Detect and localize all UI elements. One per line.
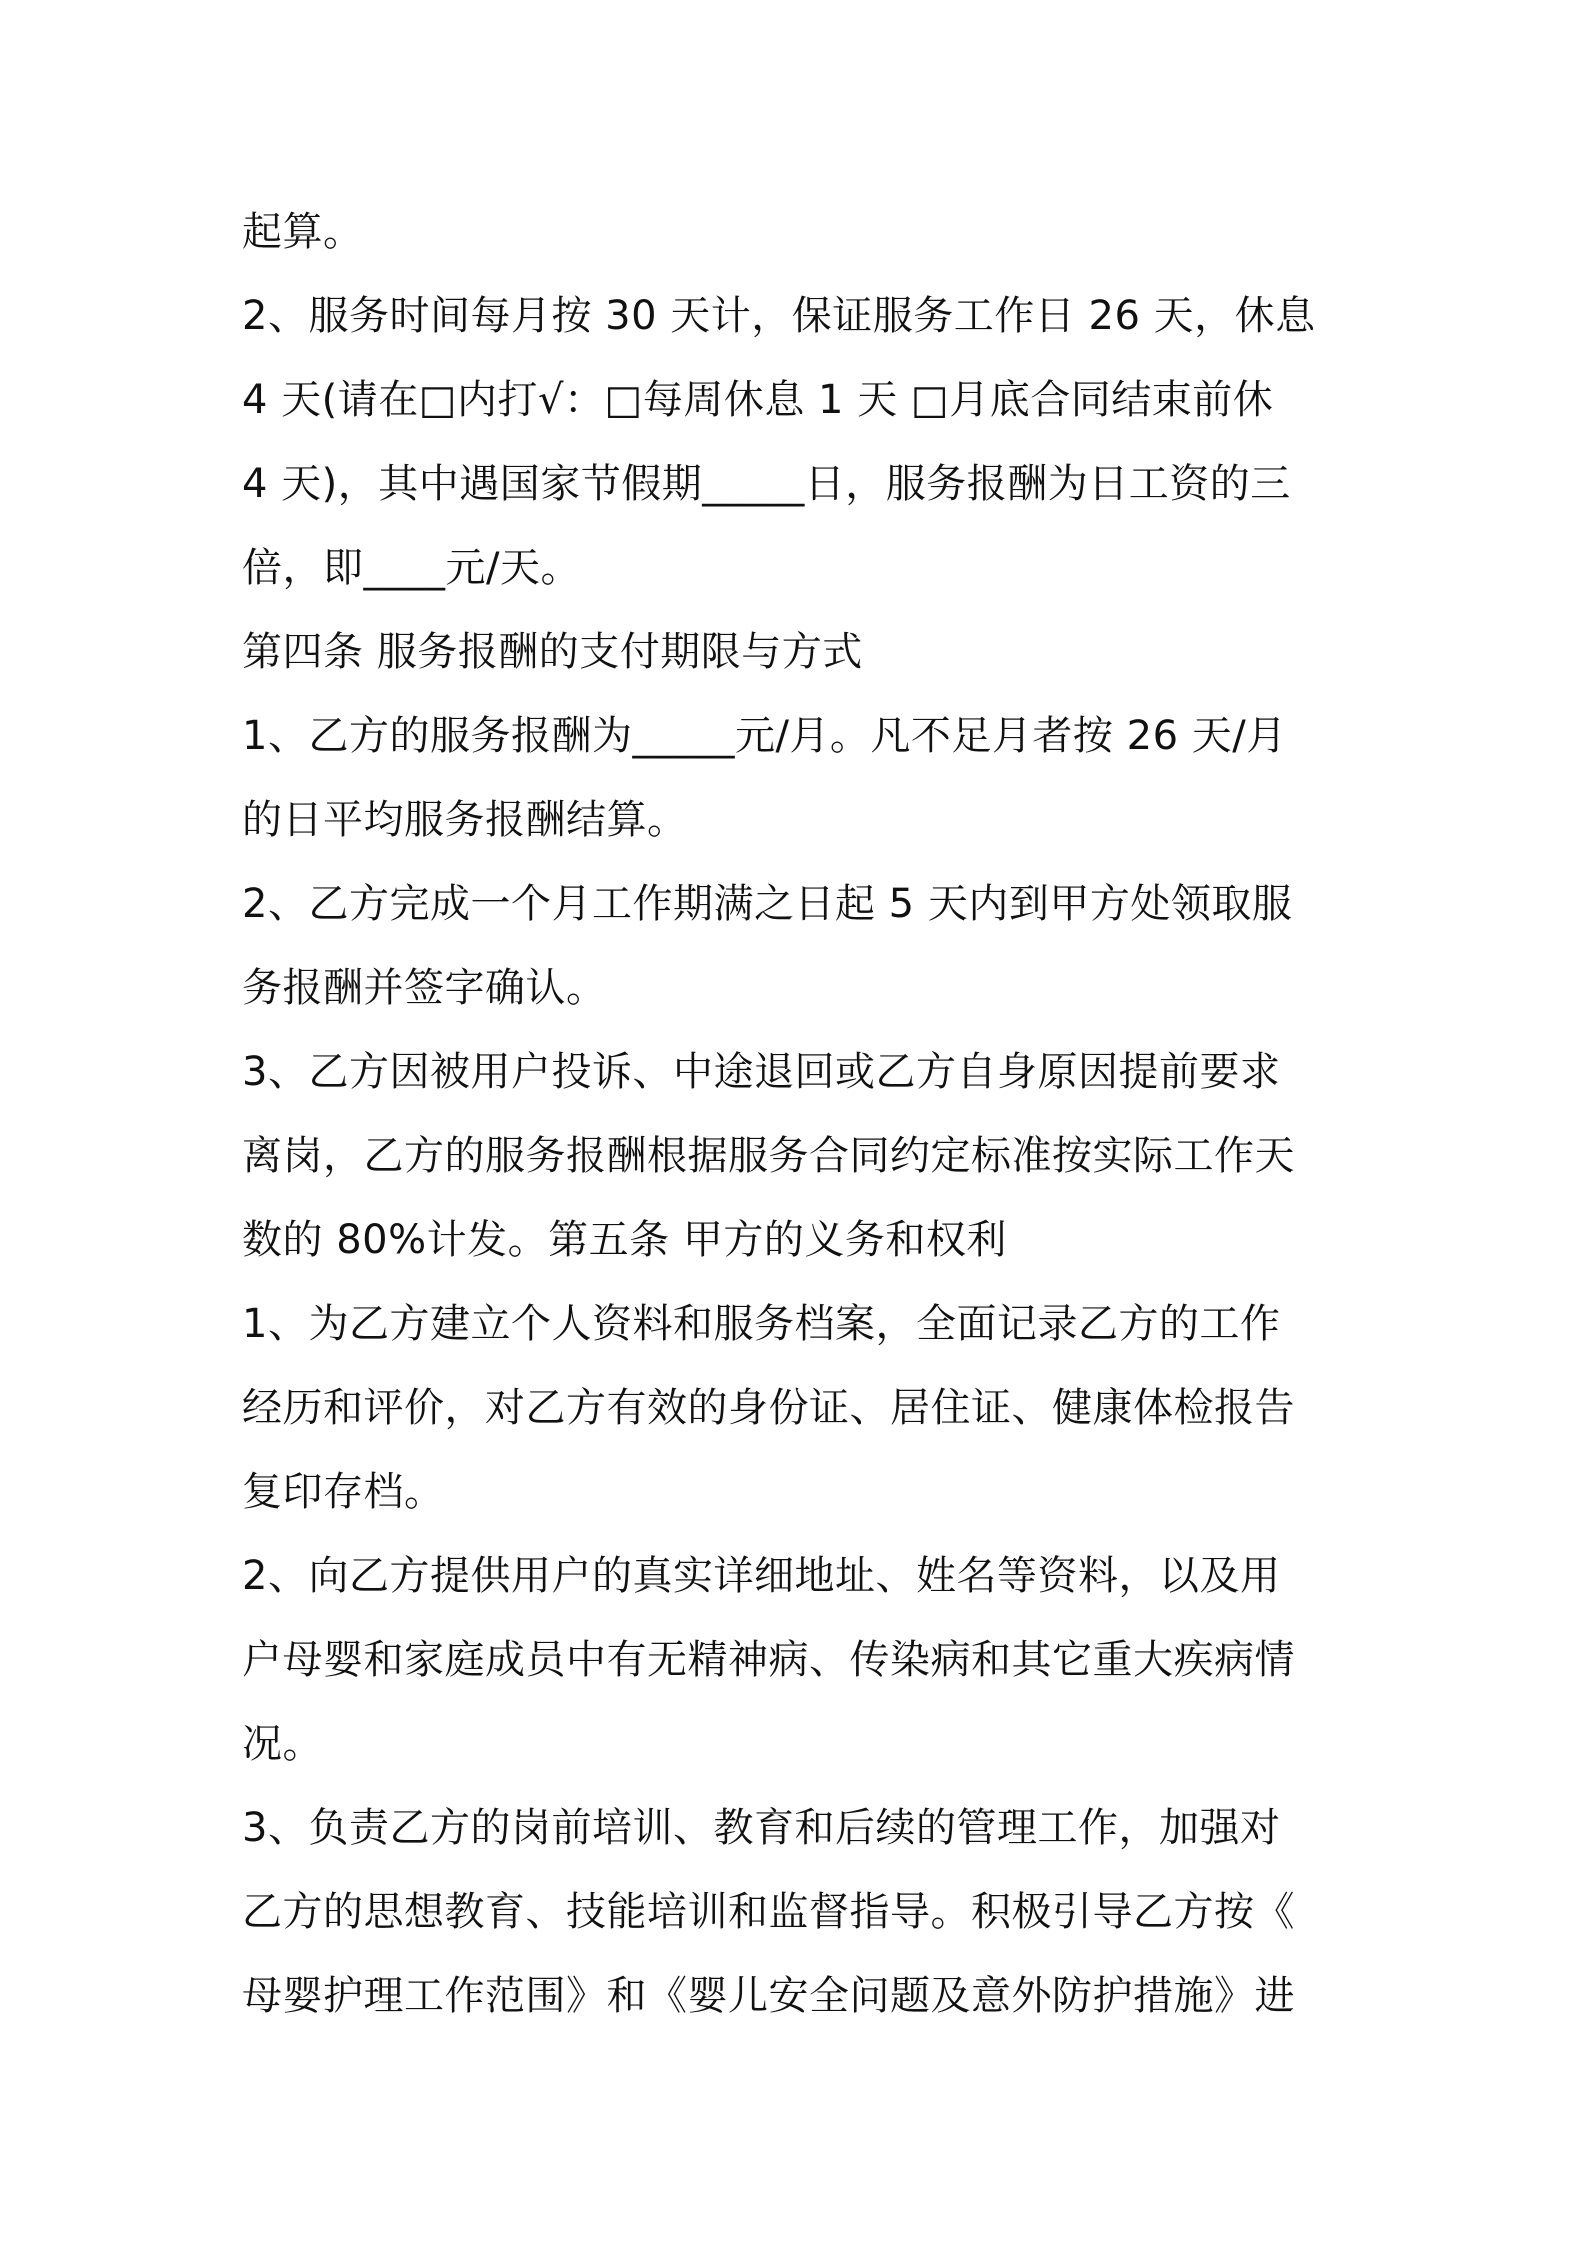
section-heading: 第四条 服务报酬的支付期限与方式	[242, 629, 863, 675]
text-line: 况。	[242, 1721, 323, 1767]
text-line: 乙方的思想教育、技能培训和监督指导。积极引导乙方按《	[242, 1889, 1295, 1935]
text-line: 母婴护理工作范围》和《婴儿安全问题及意外防护措施》进	[242, 1973, 1295, 2019]
text-line: 1、为乙方建立个人资料和服务档案，全面记录乙方的工作	[242, 1301, 1281, 1347]
text-line: 4 天)，其中遇国家节假期_____日，服务报酬为日工资的三	[242, 461, 1291, 507]
text-line: 务报酬并签字确认。	[242, 965, 607, 1011]
text-line: 经历和评价，对乙方有效的身份证、居住证、健康体检报告	[242, 1385, 1295, 1431]
text-line: 1、乙方的服务报酬为_____元/月。凡不足月者按 26 天/月	[242, 713, 1287, 759]
text-line: 3、乙方因被用户投诉、中途退回或乙方自身原因提前要求	[242, 1049, 1281, 1095]
text-line: 的日平均服务报酬结算。	[242, 797, 688, 843]
text-line: 2、向乙方提供用户的真实详细地址、姓名等资料，以及用	[242, 1553, 1281, 1599]
text-line: 数的 80%计发。第五条 甲方的义务和权利	[242, 1217, 1007, 1263]
text-line: 4 天(请在□内打√：□每周休息 1 天 □月底合同结束前休	[242, 377, 1274, 423]
text-line: 起算。	[242, 209, 364, 255]
text-line: 离岗，乙方的服务报酬根据服务合同约定标准按实际工作天	[242, 1133, 1295, 1179]
document-body	[242, 190, 1358, 2038]
text-line: 复印存档。	[242, 1469, 445, 1515]
text-line: 2、服务时间每月按 30 天计，保证服务工作日 26 天，休息	[242, 293, 1316, 339]
text-line: 户母婴和家庭成员中有无精神病、传染病和其它重大疾病情	[242, 1637, 1295, 1683]
text-line: 2、乙方完成一个月工作期满之日起 5 天内到甲方处领取服	[242, 881, 1293, 927]
text-line: 3、负责乙方的岗前培训、教育和后续的管理工作，加强对	[242, 1805, 1281, 1851]
text-line: 倍，即____元/天。	[242, 545, 581, 591]
